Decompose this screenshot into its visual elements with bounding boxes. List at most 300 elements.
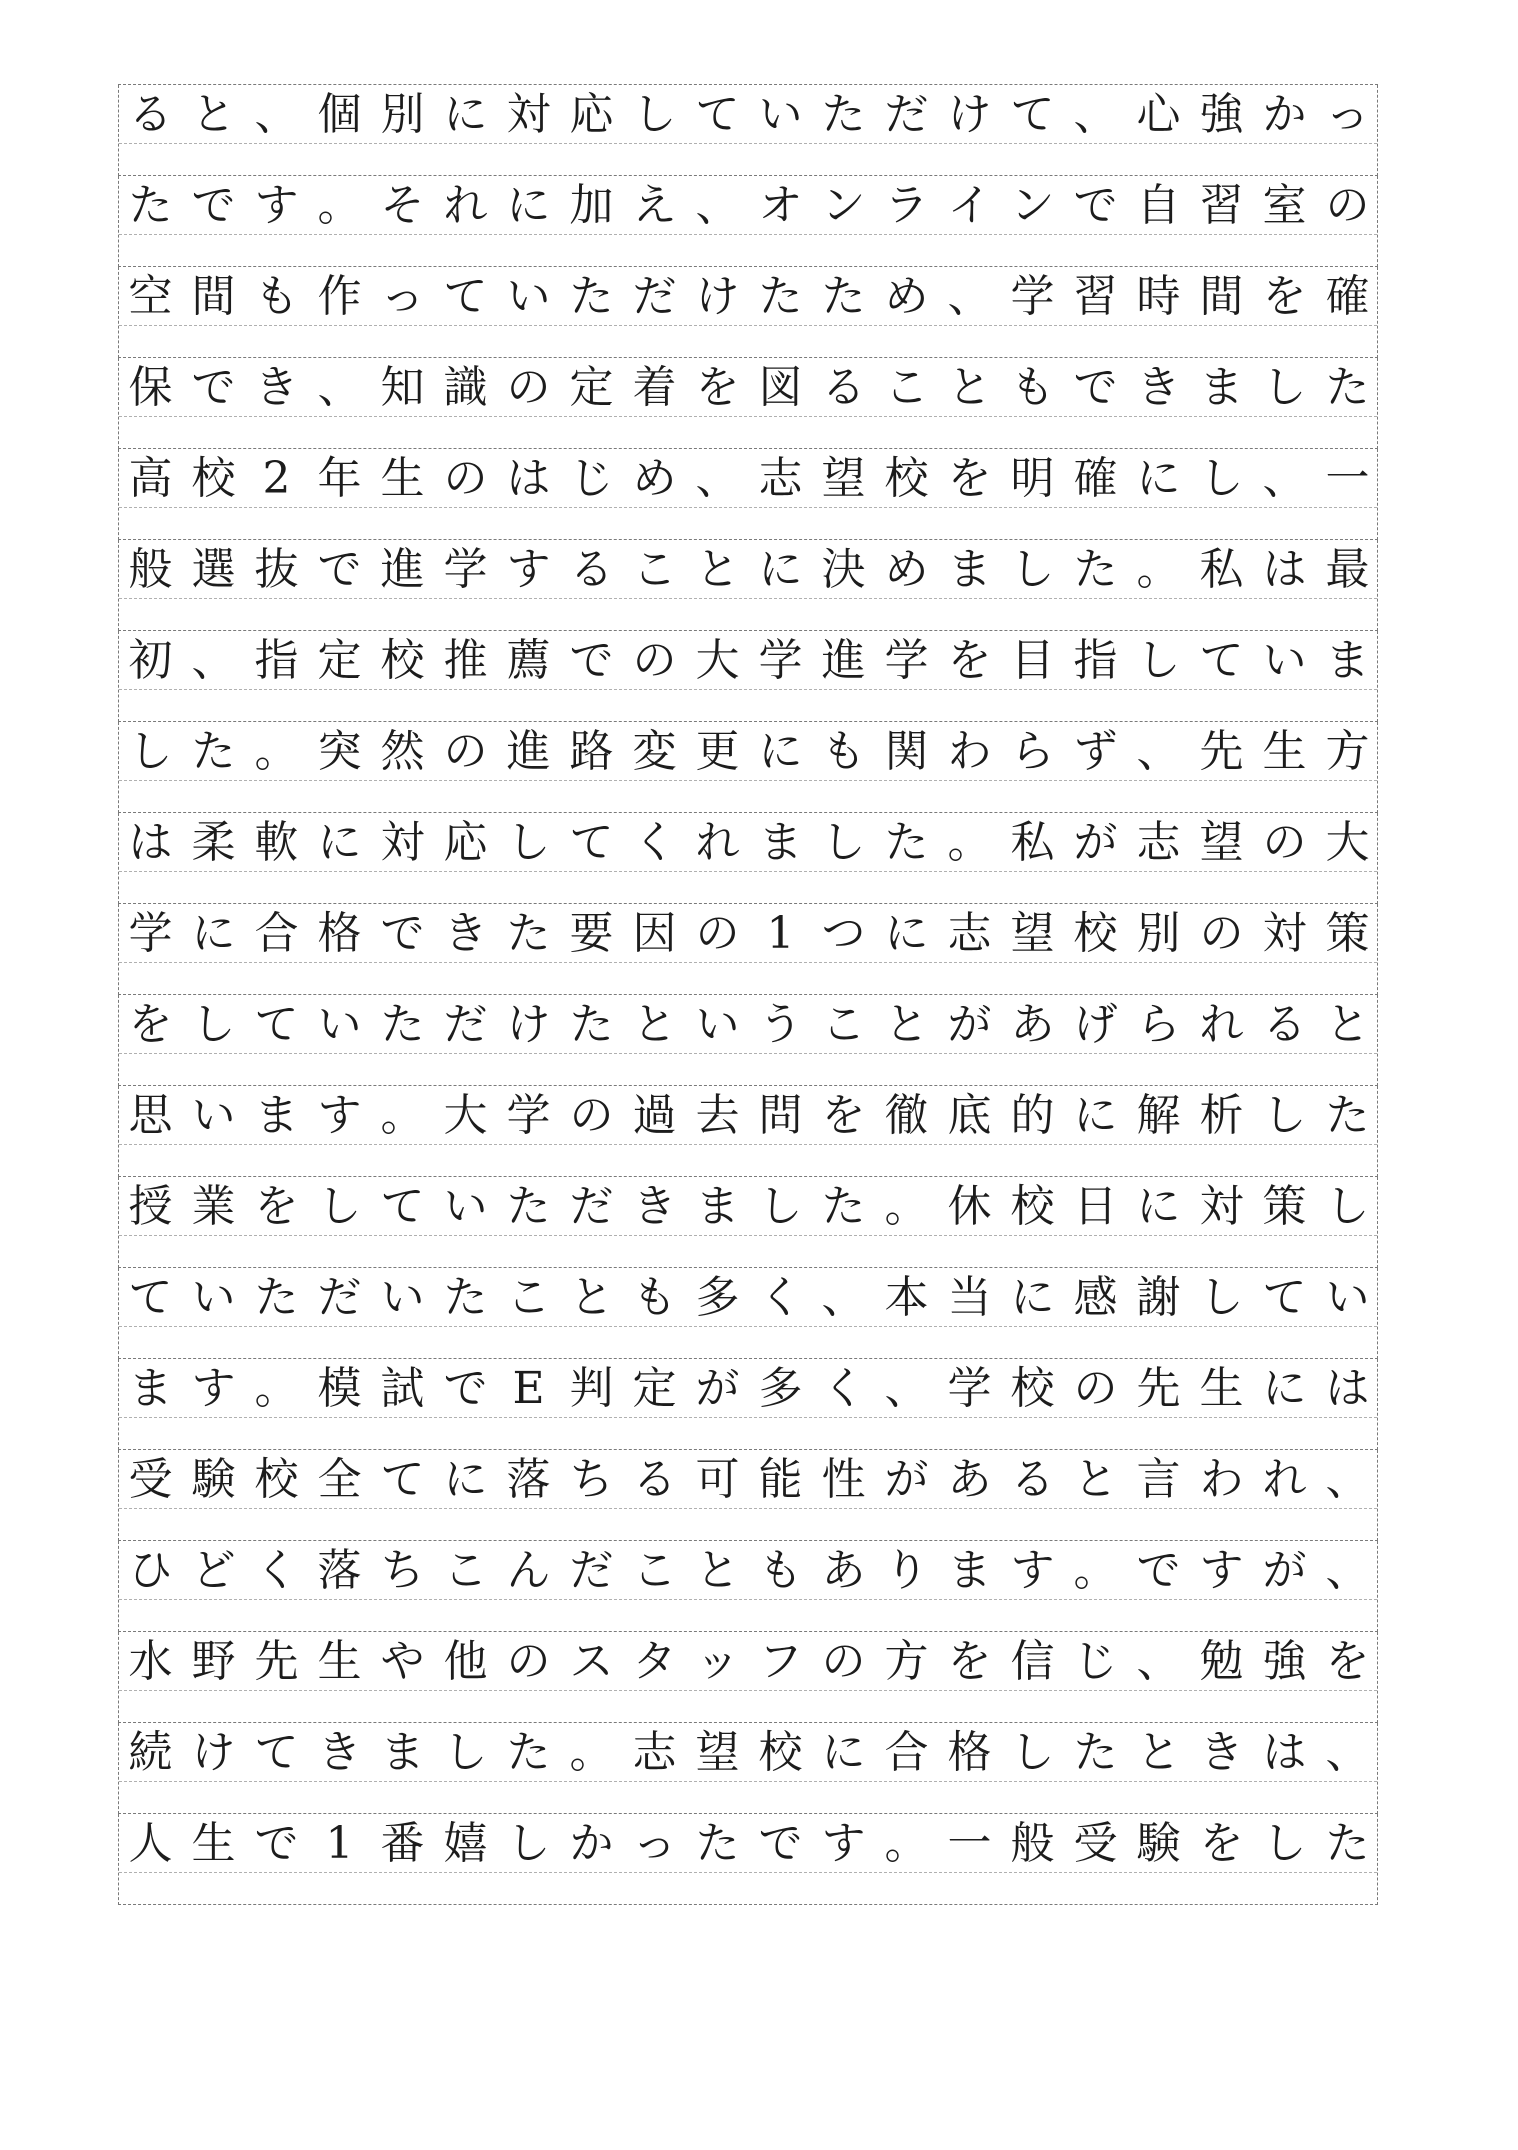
manuscript-cell: こ [821, 999, 866, 1050]
manuscript-cell: 。 [884, 1818, 929, 1869]
manuscript-row [118, 85, 1378, 176]
manuscript-cell: 間 [1199, 271, 1244, 322]
manuscript-row [118, 449, 1378, 540]
manuscript-cell: る [632, 1454, 677, 1505]
manuscript-cell: 校 [1010, 1181, 1055, 1232]
manuscript-cell: 業 [191, 1181, 236, 1232]
manuscript-cell: 対 [506, 89, 551, 140]
manuscript-cell: 先 [1199, 726, 1244, 777]
manuscript-cell: 学 [947, 1363, 992, 1414]
manuscript-cell: 多 [695, 1272, 740, 1323]
manuscript-cell: に [1136, 453, 1181, 504]
manuscript-cell: た [1325, 362, 1370, 413]
manuscript-cell: と [947, 362, 992, 413]
manuscript-cell: 保 [128, 362, 173, 413]
manuscript-cell: く [632, 817, 677, 868]
manuscript-cell: 自 [1136, 180, 1181, 231]
manuscript-cell: で [191, 362, 236, 413]
manuscript-cell: を [254, 1181, 299, 1232]
manuscript-cell: 感 [1073, 1272, 1118, 1323]
manuscript-cell: と [884, 999, 929, 1050]
manuscript-cell: 望 [821, 453, 866, 504]
manuscript-cell: 解 [1136, 1090, 1181, 1141]
manuscript-cell: 校 [758, 1727, 803, 1778]
manuscript-cell: た [506, 1181, 551, 1232]
manuscript-cell: い [380, 1272, 425, 1323]
manuscript-cell: き [632, 1181, 677, 1232]
manuscript-cell: し [1199, 1272, 1244, 1323]
manuscript-cell: 休 [947, 1181, 992, 1232]
manuscript-row [118, 722, 1378, 813]
manuscript-cell: た [128, 180, 173, 231]
manuscript-cell: 的 [1010, 1090, 1055, 1141]
manuscript-cell: と [1073, 1454, 1118, 1505]
manuscript-cell: で [569, 635, 614, 686]
manuscript-cell: ら [1010, 726, 1055, 777]
manuscript-cell: 。 [254, 1363, 299, 1414]
manuscript-cell: 受 [1073, 1818, 1118, 1869]
manuscript-cell: り [884, 1545, 929, 1596]
manuscript-cell: 言 [1136, 1454, 1181, 1505]
manuscript-cell: 進 [506, 726, 551, 777]
manuscript-cell: じ [1073, 1636, 1118, 1687]
manuscript-cell: 本 [884, 1272, 929, 1323]
manuscript-cell: 定 [569, 362, 614, 413]
manuscript-cell: 、 [317, 362, 362, 413]
manuscript-cell: ま [695, 1181, 740, 1232]
manuscript-cell: 。 [1073, 1545, 1118, 1596]
manuscript-cell: 学 [884, 635, 929, 686]
manuscript-cell: け [947, 89, 992, 140]
manuscript-cell: こ [632, 1545, 677, 1596]
manuscript-cell: い [695, 999, 740, 1050]
manuscript-cell: き [443, 908, 488, 959]
manuscript-cell: 。 [884, 1181, 929, 1232]
manuscript-cell: 2 [262, 453, 291, 504]
manuscript-cell: げ [1073, 999, 1118, 1050]
manuscript-cell: に [821, 1727, 866, 1778]
manuscript-cell: き [1136, 362, 1181, 413]
manuscript-cell: 、 [1136, 726, 1181, 777]
manuscript-cell: も [758, 1545, 803, 1596]
manuscript-cell: 大 [695, 635, 740, 686]
manuscript-line [119, 1088, 1379, 1144]
manuscript-cell: す [254, 180, 299, 231]
manuscript-cell: し [1262, 362, 1307, 413]
manuscript-cell: は [1262, 544, 1307, 595]
manuscript-cell: 般 [128, 544, 173, 595]
manuscript-cell: 私 [1199, 544, 1244, 595]
manuscript-cell: 問 [758, 1090, 803, 1141]
manuscript-cell: る [1010, 1454, 1055, 1505]
manuscript-cell: た [380, 999, 425, 1050]
manuscript-cell: ひ [128, 1545, 173, 1596]
manuscript-cell: に [191, 908, 236, 959]
manuscript-cell: 多 [758, 1363, 803, 1414]
manuscript-cell: た [1325, 1090, 1370, 1141]
manuscript-cell: 生 [1262, 726, 1307, 777]
manuscript-cell: め [884, 271, 929, 322]
manuscript-cell: ら [1136, 999, 1181, 1050]
manuscript-cell: た [821, 271, 866, 322]
manuscript-cell: く [254, 1545, 299, 1596]
manuscript-cell: の [1199, 908, 1244, 959]
manuscript-cell: は [1325, 1363, 1370, 1414]
manuscript-cell: こ [506, 1272, 551, 1323]
manuscript-cell: る [569, 544, 614, 595]
manuscript-cell: や [380, 1636, 425, 1687]
manuscript-cell: に [1073, 1090, 1118, 1141]
manuscript-cell: 。 [317, 180, 362, 231]
manuscript-cell: の [695, 908, 740, 959]
manuscript-cell: で [254, 1818, 299, 1869]
manuscript-cell: 続 [128, 1727, 173, 1778]
manuscript-cell: た [821, 1181, 866, 1232]
manuscript-line [119, 997, 1379, 1053]
manuscript-cell: 謝 [1136, 1272, 1181, 1323]
manuscript-cell: し [317, 1181, 362, 1232]
manuscript-cell: 嬉 [443, 1818, 488, 1869]
manuscript-cell: 空 [128, 271, 173, 322]
manuscript-cell: い [317, 999, 362, 1050]
manuscript-cell: ま [1325, 635, 1370, 686]
manuscript-cell: け [695, 271, 740, 322]
manuscript-cell: で [317, 544, 362, 595]
manuscript-cell: 高 [128, 453, 173, 504]
manuscript-cell: を [947, 635, 992, 686]
manuscript-cell: ま [254, 1090, 299, 1141]
manuscript-cell: 進 [821, 635, 866, 686]
manuscript-cell: 進 [380, 544, 425, 595]
manuscript-cell: 着 [632, 362, 677, 413]
manuscript-cell: っ [1325, 89, 1370, 140]
manuscript-cell: 定 [317, 635, 362, 686]
manuscript-cell: で [380, 908, 425, 959]
manuscript-cell: 底 [947, 1090, 992, 1141]
manuscript-line [119, 906, 1379, 962]
manuscript-cell: ス [569, 1636, 614, 1687]
manuscript-cell: 確 [1073, 453, 1118, 504]
manuscript-cell: そ [380, 180, 425, 231]
manuscript-cell: を [1199, 1818, 1244, 1869]
manuscript-cell: の [506, 362, 551, 413]
manuscript-cell: こ [884, 362, 929, 413]
manuscript-cell: を [1262, 271, 1307, 322]
manuscript-cell: 1 [766, 908, 795, 959]
manuscript-cell: 応 [569, 89, 614, 140]
manuscript-cell: 験 [1136, 1818, 1181, 1869]
manuscript-row [118, 1723, 1378, 1814]
manuscript-cell: 能 [758, 1454, 803, 1505]
manuscript-cell: で [443, 1363, 488, 1414]
manuscript-cell: わ [947, 726, 992, 777]
manuscript-cell: ッ [695, 1636, 740, 1687]
manuscript-cell: と [569, 1272, 614, 1323]
manuscript-cell: か [569, 1818, 614, 1869]
manuscript-cell: だ [443, 999, 488, 1050]
manuscript-cell: と [1325, 999, 1370, 1050]
manuscript-cell: 別 [380, 89, 425, 140]
manuscript-cell: た [821, 89, 866, 140]
manuscript-cell: 推 [443, 635, 488, 686]
manuscript-cell: 他 [443, 1636, 488, 1687]
manuscript-cell: 水 [128, 1636, 173, 1687]
manuscript-row [118, 1814, 1378, 1905]
manuscript-cell: 年 [317, 453, 362, 504]
manuscript-cell: 試 [380, 1363, 425, 1414]
manuscript-cell: じ [569, 453, 614, 504]
manuscript-cell: す [317, 1090, 362, 1141]
manuscript-cell: ち [569, 1454, 614, 1505]
manuscript-cell: 勉 [1199, 1636, 1244, 1687]
manuscript-cell: ン [1010, 180, 1055, 231]
manuscript-cell: た [1073, 544, 1118, 595]
manuscript-cell: で [191, 180, 236, 231]
manuscript-cell: 生 [317, 1636, 362, 1687]
manuscript-cell: 、 [1325, 1545, 1370, 1596]
manuscript-cell: フ [758, 1636, 803, 1687]
manuscript-cell: だ [632, 271, 677, 322]
manuscript-cell: 、 [695, 453, 740, 504]
manuscript-cell: め [632, 453, 677, 504]
manuscript-cell: で [1073, 180, 1118, 231]
manuscript-cell: が [1073, 817, 1118, 868]
manuscript-cell: て [1262, 1272, 1307, 1323]
manuscript-cell: た [569, 999, 614, 1050]
manuscript-cell: 志 [1136, 817, 1181, 868]
manuscript-cell: 。 [380, 1090, 425, 1141]
manuscript-cell: 、 [1325, 1454, 1370, 1505]
manuscript-cell: で [758, 1818, 803, 1869]
manuscript-cell: 信 [1010, 1636, 1055, 1687]
manuscript-cell: 。 [1136, 544, 1181, 595]
manuscript-cell: い [443, 1181, 488, 1232]
manuscript-cell: の [632, 635, 677, 686]
manuscript-row [118, 1632, 1378, 1723]
manuscript-cell: 因 [632, 908, 677, 959]
manuscript-cell: 校 [380, 635, 425, 686]
manuscript-cell: 習 [1199, 180, 1244, 231]
manuscript-line [119, 269, 1379, 325]
manuscript-cell: に [506, 180, 551, 231]
manuscript-row [118, 176, 1378, 267]
manuscript-cell: の [1073, 1363, 1118, 1414]
manuscript-cell: 可 [695, 1454, 740, 1505]
manuscript-cell: 徹 [884, 1090, 929, 1141]
manuscript-cell: か [1262, 89, 1307, 140]
manuscript-cell: 志 [947, 908, 992, 959]
manuscript-cell: 学 [128, 908, 173, 959]
manuscript-cell: ま [128, 1363, 173, 1414]
manuscript-cell: 然 [380, 726, 425, 777]
manuscript-cell: す [1010, 1545, 1055, 1596]
manuscript-line [119, 1725, 1379, 1781]
manuscript-cell: 個 [317, 89, 362, 140]
manuscript-cell: 薦 [506, 635, 551, 686]
manuscript-cell: 生 [191, 1818, 236, 1869]
manuscript-cell: 対 [380, 817, 425, 868]
manuscript-cell: し [821, 817, 866, 868]
manuscript-cell: の [569, 1090, 614, 1141]
manuscript-cell: て [569, 817, 614, 868]
manuscript-cell: と [1136, 1727, 1181, 1778]
manuscript-cell: 路 [569, 726, 614, 777]
manuscript-cell: 、 [884, 1363, 929, 1414]
manuscript-row [118, 631, 1378, 722]
manuscript-cell: 析 [1199, 1090, 1244, 1141]
manuscript-cell: 学 [506, 1090, 551, 1141]
manuscript-cell: 、 [1073, 89, 1118, 140]
manuscript-row [118, 1086, 1378, 1177]
manuscript-cell: で [1073, 362, 1118, 413]
manuscript-cell: に [758, 726, 803, 777]
manuscript-cell: き [254, 362, 299, 413]
manuscript-cell: 私 [1010, 817, 1055, 868]
manuscript-cell: ま [1199, 362, 1244, 413]
manuscript-cell: 校 [191, 453, 236, 504]
manuscript-cell: い [1325, 1272, 1370, 1323]
manuscript-cell: た [506, 908, 551, 959]
manuscript-line [119, 178, 1379, 234]
manuscript-cell: の [821, 1636, 866, 1687]
manuscript-cell: し [443, 1727, 488, 1778]
manuscript-cell: 落 [506, 1454, 551, 1505]
manuscript-cell: し [1010, 1727, 1055, 1778]
manuscript-cell: と [695, 544, 740, 595]
manuscript-cell: 間 [191, 271, 236, 322]
manuscript-cell: を [128, 999, 173, 1050]
manuscript-cell: が [884, 1454, 929, 1505]
manuscript-cell: 、 [1136, 1636, 1181, 1687]
manuscript-cell: 、 [821, 1272, 866, 1323]
manuscript-cell: 習 [1073, 271, 1118, 322]
manuscript-cell: て [443, 271, 488, 322]
manuscript-cell: 明 [1010, 453, 1055, 504]
manuscript-cell: だ [317, 1272, 362, 1323]
manuscript-cell: 、 [947, 271, 992, 322]
manuscript-cell: タ [632, 1636, 677, 1687]
manuscript-cell: 策 [1262, 1181, 1307, 1232]
manuscript-cell: あ [821, 1545, 866, 1596]
manuscript-row [118, 813, 1378, 904]
manuscript-cell: 確 [1325, 271, 1370, 322]
manuscript-cell: え [632, 180, 677, 231]
manuscript-cell: 校 [1073, 908, 1118, 959]
manuscript-cell: た [443, 1272, 488, 1323]
manuscript-cell: 校 [884, 453, 929, 504]
manuscript-cell: 変 [632, 726, 677, 777]
manuscript-cell: 知 [380, 362, 425, 413]
manuscript-cell: た [191, 726, 236, 777]
manuscript-cell: 一 [947, 1818, 992, 1869]
manuscript-cell: だ [569, 1181, 614, 1232]
manuscript-cell: 。 [254, 726, 299, 777]
manuscript-cell: 。 [947, 817, 992, 868]
manuscript-cell: た [569, 271, 614, 322]
manuscript-cell: が [695, 1363, 740, 1414]
manuscript-cell: て [128, 1272, 173, 1323]
manuscript-cell: つ [821, 908, 866, 959]
manuscript-cell: が [1262, 1545, 1307, 1596]
manuscript-cell: 強 [1262, 1636, 1307, 1687]
manuscript-cell: 作 [317, 271, 362, 322]
manuscript-cell: れ [443, 180, 488, 231]
manuscript-cell: 一 [1325, 453, 1370, 504]
manuscript-cell: く [821, 1363, 866, 1414]
manuscript-cell: 方 [1325, 726, 1370, 777]
manuscript-cell: ど [191, 1545, 236, 1596]
manuscript-cell: 図 [758, 362, 803, 413]
manuscript-cell: て [1010, 89, 1055, 140]
manuscript-cell: 人 [128, 1818, 173, 1869]
manuscript-cell: 性 [821, 1454, 866, 1505]
manuscript-cell: し [632, 89, 677, 140]
manuscript-cell: に [1136, 1181, 1181, 1232]
manuscript-cell: を [947, 1636, 992, 1687]
manuscript-cell: し [1199, 453, 1244, 504]
manuscript-cell: い [191, 1090, 236, 1141]
manuscript-cell: け [506, 999, 551, 1050]
manuscript-cell: す [821, 1818, 866, 1869]
manuscript-cell: 軟 [254, 817, 299, 868]
manuscript-cell: 、 [695, 180, 740, 231]
manuscript-cell: で [1136, 1545, 1181, 1596]
manuscript-cell: け [191, 1727, 236, 1778]
manuscript-cell: 格 [947, 1727, 992, 1778]
manuscript-cell: 望 [1010, 908, 1055, 959]
manuscript-cell: 要 [569, 908, 614, 959]
manuscript-cell: 関 [884, 726, 929, 777]
manuscript-cell: 加 [569, 180, 614, 231]
manuscript-cell: に [1262, 1363, 1307, 1414]
manuscript-cell: い [191, 1272, 236, 1323]
manuscript-cell: た [884, 817, 929, 868]
manuscript-line [119, 451, 1379, 507]
manuscript-cell: る [821, 362, 866, 413]
manuscript-cell: 決 [821, 544, 866, 595]
manuscript-cell: イ [947, 180, 992, 231]
manuscript-cell: 全 [317, 1454, 362, 1505]
manuscript-cell: る [128, 89, 173, 140]
manuscript-cell: 合 [254, 908, 299, 959]
manuscript-cell: 判 [569, 1363, 614, 1414]
manuscript-cell: 識 [443, 362, 488, 413]
manuscript-cell: 定 [632, 1363, 677, 1414]
manuscript-cell: に [1010, 1272, 1055, 1323]
manuscript-cell: し [1010, 544, 1055, 595]
manuscript-line [119, 724, 1379, 780]
manuscript-cell: の [506, 1636, 551, 1687]
manuscript-cell: し [758, 1181, 803, 1232]
manuscript-cell: こ [632, 544, 677, 595]
manuscript-cell: E [512, 1363, 545, 1414]
manuscript-cell: 指 [254, 635, 299, 686]
manuscript-line [119, 815, 1379, 871]
manuscript-cell: 大 [1325, 817, 1370, 868]
manuscript-cell: 、 [1325, 1727, 1370, 1778]
manuscript-cell: 策 [1325, 908, 1370, 959]
manuscript-cell: を [1325, 1636, 1370, 1687]
manuscript-cell: し [1262, 1818, 1307, 1869]
manuscript-cell: く [758, 1272, 803, 1323]
manuscript-line [119, 1270, 1379, 1326]
manuscript-cell: 、 [254, 89, 299, 140]
manuscript-cell: は [128, 817, 173, 868]
manuscript-cell: 対 [1262, 908, 1307, 959]
manuscript-cell: 目 [1010, 635, 1055, 686]
manuscript-cell: も [1010, 362, 1055, 413]
manuscript-cell: 柔 [191, 817, 236, 868]
